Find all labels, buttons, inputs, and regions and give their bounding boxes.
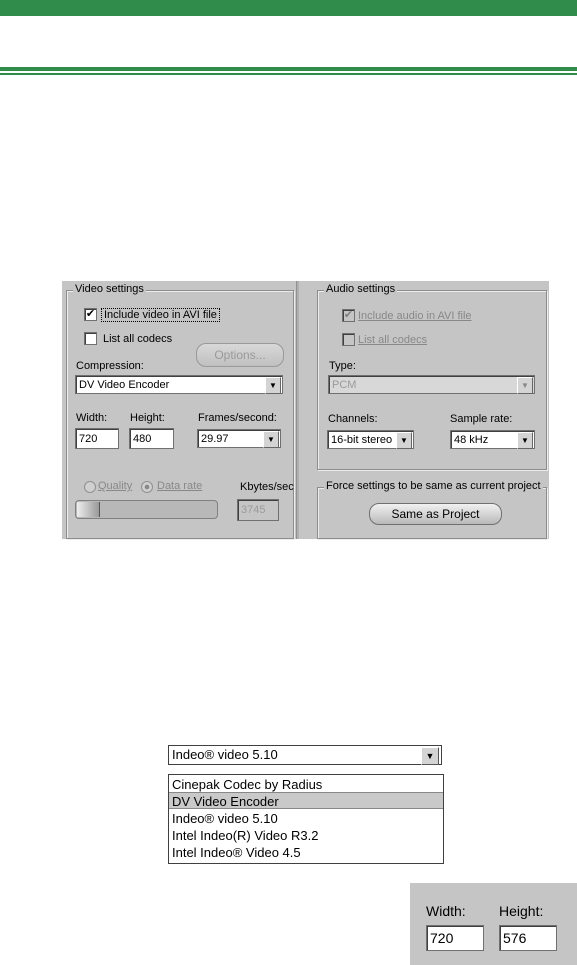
kbytes-label: Kbytes/sec (240, 481, 294, 493)
type-select[interactable] (328, 375, 535, 394)
options-button[interactable]: Options... (196, 343, 284, 367)
codec-option[interactable]: Indeo® video 5.10 (172, 811, 278, 826)
force-settings-title: Force settings to be same as current project (326, 480, 541, 492)
channels-label: Channels: (328, 413, 378, 425)
list-all-codecs-label: List all codecs (103, 333, 173, 345)
fps-value: 29.97 (201, 433, 229, 445)
fps-select[interactable] (197, 429, 281, 448)
size-fields-panel (410, 883, 577, 965)
same-as-project-button[interactable]: Same as Project (369, 503, 502, 525)
compression-label: Compression: (76, 360, 144, 372)
codec-option[interactable]: Intel Indeo® Video 4.5 (172, 845, 301, 860)
include-video-label: Include video in AVI file (101, 308, 220, 322)
channels-select[interactable] (327, 430, 414, 449)
codec-option[interactable]: Cinepak Codec by Radius (172, 777, 323, 792)
width-label: Width: (76, 412, 108, 424)
chevron-down-icon[interactable]: ▼ (396, 432, 412, 449)
chevron-down-icon[interactable]: ▼ (517, 432, 533, 449)
width-input[interactable]: 720 (75, 428, 119, 449)
size-width-label: Width: (426, 903, 466, 919)
slider-thumb[interactable] (77, 502, 100, 517)
kbytes-input[interactable]: 3745 (237, 499, 279, 521)
header-bar-top (0, 0, 577, 14)
codec-dropdown-value: Indeo® video 5.10 (172, 747, 278, 762)
data-rate-label: Data rate (157, 480, 203, 492)
chevron-down-icon[interactable]: ▼ (421, 747, 439, 765)
fps-label: Frames/second: (198, 412, 277, 424)
quality-radio[interactable] (84, 481, 96, 493)
data-rate-slider[interactable] (75, 500, 218, 519)
type-label: Type: (329, 360, 356, 372)
size-height-label: Height: (499, 903, 544, 919)
sample-rate-select[interactable] (450, 430, 535, 449)
height-label: Height: (130, 412, 165, 424)
sample-rate-value: 48 kHz (454, 434, 489, 446)
chevron-down-icon[interactable]: ▼ (263, 431, 279, 448)
audio-settings-title: Audio settings (326, 283, 396, 295)
codec-dropdown-list (168, 774, 444, 864)
header-rule-bottom (0, 73, 577, 75)
header-bar-bottom (0, 67, 577, 71)
video-audio-settings-dialog (62, 281, 549, 539)
compression-select[interactable] (75, 375, 283, 394)
audio-list-codecs-label: List all codecs (358, 334, 428, 346)
header-rule-top (0, 14, 577, 16)
vertical-divider (296, 281, 299, 539)
include-audio-checkbox[interactable]: ✔ (343, 309, 354, 321)
chevron-down-icon[interactable]: ▼ (265, 377, 281, 394)
include-audio-label: Include audio in AVI file (358, 310, 472, 322)
sample-rate-label: Sample rate: (450, 413, 513, 425)
codec-option[interactable]: Intel Indeo(R) Video R3.2 (172, 828, 319, 843)
video-settings-title: Video settings (75, 283, 144, 295)
quality-label: Quality (98, 480, 133, 492)
codec-option-selected[interactable]: DV Video Encoder (169, 792, 443, 809)
size-height-input[interactable]: 576 (499, 925, 557, 951)
size-width-input[interactable]: 720 (426, 925, 484, 951)
codec-dropdown[interactable] (168, 745, 442, 765)
audio-list-codecs-checkbox[interactable] (342, 333, 355, 346)
channels-value: 16-bit stereo (331, 434, 393, 446)
chevron-down-icon[interactable]: ▼ (517, 377, 533, 394)
height-input[interactable]: 480 (129, 428, 174, 449)
compression-value: DV Video Encoder (79, 379, 170, 391)
data-rate-radio[interactable] (141, 481, 153, 493)
type-value: PCM (332, 379, 357, 391)
list-all-codecs-checkbox[interactable] (84, 332, 97, 345)
include-video-checkbox[interactable]: ✔ (85, 308, 96, 320)
